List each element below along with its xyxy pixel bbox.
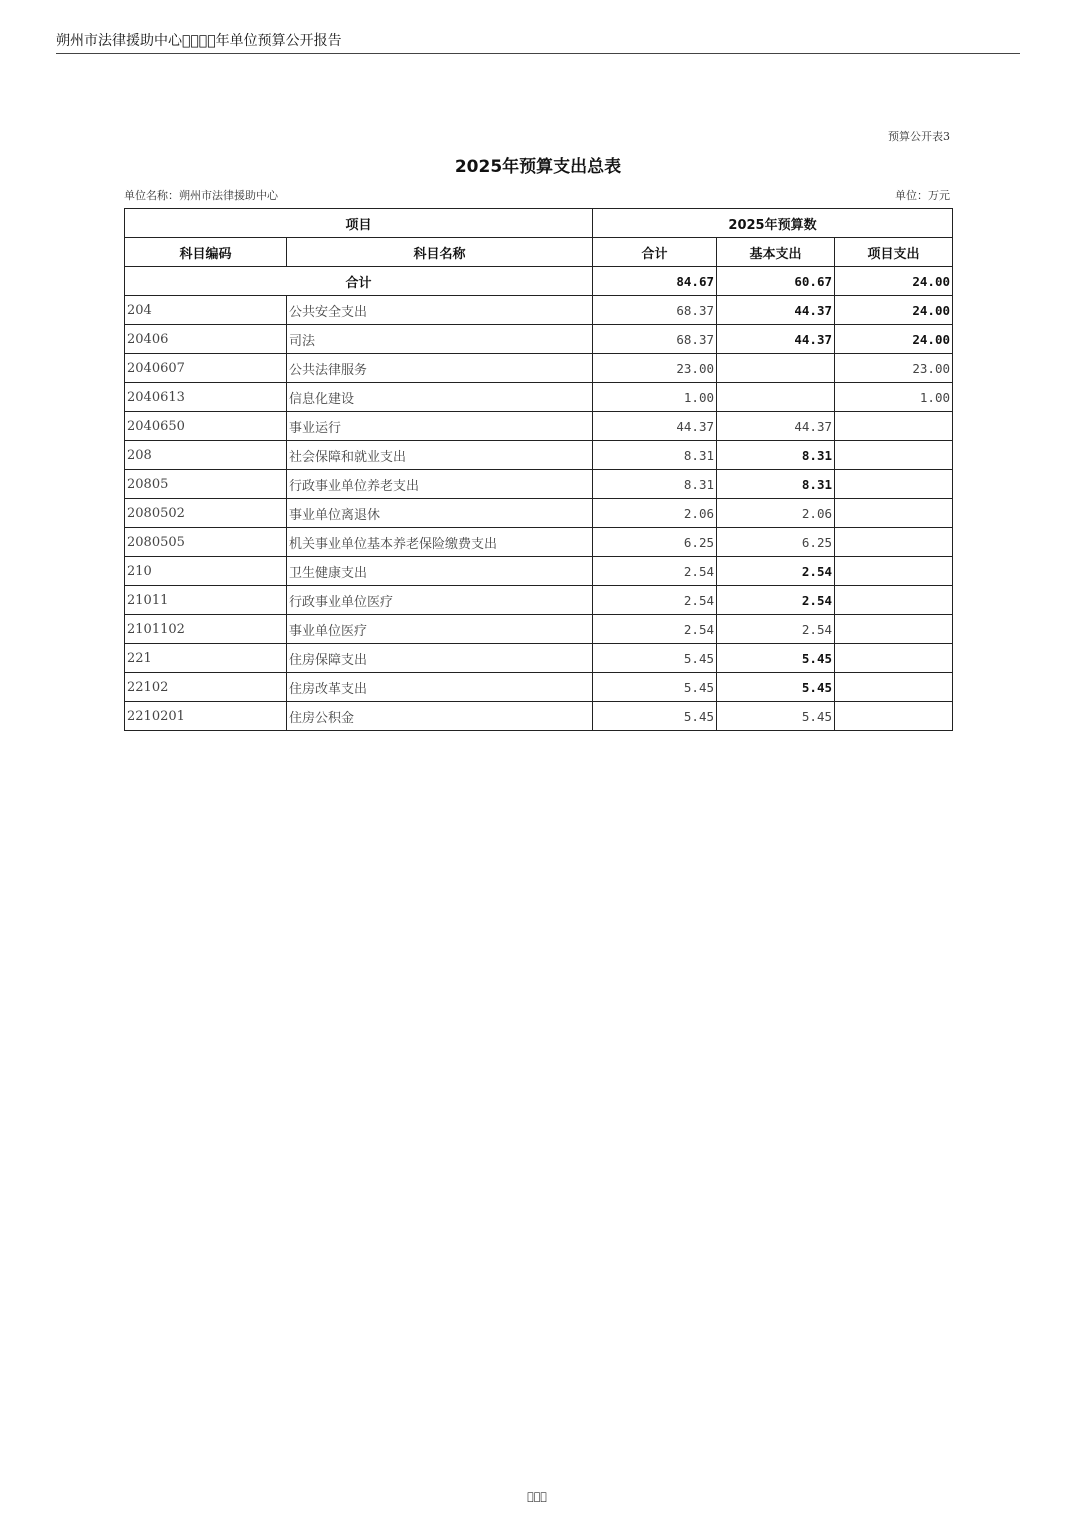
org-name-label: 单位名称：朔州市法律援助中心 xyxy=(124,189,278,202)
table-row xyxy=(125,586,953,615)
header-basic: 基本支出 xyxy=(717,238,835,267)
header-budget-group: 2025年预算数 xyxy=(593,209,953,238)
cell-total: 1.00 xyxy=(593,383,717,412)
cell-code: 208 xyxy=(125,441,287,470)
cell-code: 2040613 xyxy=(125,383,287,412)
cell-project xyxy=(835,441,953,470)
cell-basic: 5.45 xyxy=(717,644,835,673)
cell-project: 24.00 xyxy=(835,296,953,325)
table-row xyxy=(125,441,953,470)
page-header: 朔州市法律援助中心    年单位预算公开报告 xyxy=(56,33,342,49)
total-project: 24.00 xyxy=(835,267,953,296)
cell-total: 23.00 xyxy=(593,354,717,383)
header-total: 合计 xyxy=(593,238,717,267)
table-row xyxy=(125,354,953,383)
total-total: 84.67 xyxy=(593,267,717,296)
cell-basic: 6.25 xyxy=(717,528,835,557)
table-row xyxy=(125,470,953,499)
cell-total: 2.54 xyxy=(593,557,717,586)
total-row xyxy=(125,267,953,296)
cell-total: 6.25 xyxy=(593,528,717,557)
cell-project xyxy=(835,615,953,644)
table-row xyxy=(125,499,953,528)
cell-total: 5.45 xyxy=(593,644,717,673)
table-number: 预算公开表3 xyxy=(888,130,950,143)
header-item-group: 项目 xyxy=(125,209,593,238)
cell-project: 1.00 xyxy=(835,383,953,412)
table-body xyxy=(125,267,953,731)
cell-name: 信息化建设 xyxy=(287,383,593,412)
cell-project xyxy=(835,644,953,673)
cell-total: 5.45 xyxy=(593,673,717,702)
cell-code: 2080505 xyxy=(125,528,287,557)
cell-basic: 2.54 xyxy=(717,586,835,615)
cell-total: 68.37 xyxy=(593,325,717,354)
header-name: 科目名称 xyxy=(287,238,593,267)
table-row xyxy=(125,528,953,557)
header-group-row xyxy=(125,209,953,238)
table-row xyxy=(125,644,953,673)
cell-total: 2.06 xyxy=(593,499,717,528)
cell-basic: 44.37 xyxy=(717,296,835,325)
cell-code: 221 xyxy=(125,644,287,673)
cell-project xyxy=(835,528,953,557)
table-row xyxy=(125,296,953,325)
cell-total: 5.45 xyxy=(593,702,717,731)
cell-basic: 44.37 xyxy=(717,325,835,354)
page-title: 2025年预算支出总表 xyxy=(454,157,622,177)
header-project: 项目支出 xyxy=(835,238,953,267)
cell-total: 44.37 xyxy=(593,412,717,441)
cell-basic: 8.31 xyxy=(717,470,835,499)
cell-code: 20805 xyxy=(125,470,287,499)
cell-basic: 2.06 xyxy=(717,499,835,528)
cell-name: 司法 xyxy=(287,325,593,354)
cell-project xyxy=(835,470,953,499)
cell-name: 事业单位医疗 xyxy=(287,615,593,644)
cell-project xyxy=(835,673,953,702)
table-row xyxy=(125,383,953,412)
cell-code: 2210201 xyxy=(125,702,287,731)
cell-name: 机关事业单位基本养老保险缴费支出 xyxy=(287,528,593,557)
cell-name: 事业运行 xyxy=(287,412,593,441)
cell-total: 8.31 xyxy=(593,441,717,470)
cell-code: 2040650 xyxy=(125,412,287,441)
budget-expenditure-table xyxy=(124,208,953,731)
cell-code: 210 xyxy=(125,557,287,586)
unit-label: 单位：万元 xyxy=(895,189,950,202)
cell-code: 204 xyxy=(125,296,287,325)
cell-basic: 2.54 xyxy=(717,615,835,644)
cell-project xyxy=(835,702,953,731)
cell-code: 20406 xyxy=(125,325,287,354)
total-basic: 60.67 xyxy=(717,267,835,296)
cell-basic xyxy=(717,383,835,412)
table-meta xyxy=(124,187,952,203)
cell-name: 行政事业单位医疗 xyxy=(287,586,593,615)
cell-project: 24.00 xyxy=(835,325,953,354)
cell-name: 社会保障和就业支出 xyxy=(287,441,593,470)
cell-name: 公共法律服务 xyxy=(287,354,593,383)
cell-total: 2.54 xyxy=(593,615,717,644)
cell-project xyxy=(835,557,953,586)
cell-total: 2.54 xyxy=(593,586,717,615)
cell-code: 2080502 xyxy=(125,499,287,528)
cell-total: 68.37 xyxy=(593,296,717,325)
cell-name: 住房公积金 xyxy=(287,702,593,731)
page-number:     xyxy=(527,1490,547,1503)
cell-project xyxy=(835,499,953,528)
cell-project xyxy=(835,412,953,441)
cell-name: 住房改革支出 xyxy=(287,673,593,702)
table-row xyxy=(125,412,953,441)
cell-project xyxy=(835,586,953,615)
cell-basic: 5.45 xyxy=(717,673,835,702)
header-code: 科目编码 xyxy=(125,238,287,267)
cell-name: 公共安全支出 xyxy=(287,296,593,325)
cell-name: 行政事业单位养老支出 xyxy=(287,470,593,499)
cell-name: 事业单位离退休 xyxy=(287,499,593,528)
cell-basic: 5.45 xyxy=(717,702,835,731)
cell-code: 22102 xyxy=(125,673,287,702)
cell-basic: 8.31 xyxy=(717,441,835,470)
cell-code: 2101102 xyxy=(125,615,287,644)
total-label: 合计 xyxy=(125,267,593,296)
table-row xyxy=(125,557,953,586)
header-column-row xyxy=(125,238,953,267)
cell-code: 2040607 xyxy=(125,354,287,383)
table-row xyxy=(125,673,953,702)
cell-basic: 2.54 xyxy=(717,557,835,586)
cell-project: 23.00 xyxy=(835,354,953,383)
cell-name: 住房保障支出 xyxy=(287,644,593,673)
cell-basic: 44.37 xyxy=(717,412,835,441)
table-row xyxy=(125,325,953,354)
cell-total: 8.31 xyxy=(593,470,717,499)
header-divider xyxy=(56,53,1020,54)
cell-basic xyxy=(717,354,835,383)
cell-name: 卫生健康支出 xyxy=(287,557,593,586)
table-row xyxy=(125,615,953,644)
cell-code: 21011 xyxy=(125,586,287,615)
table-row xyxy=(125,702,953,731)
